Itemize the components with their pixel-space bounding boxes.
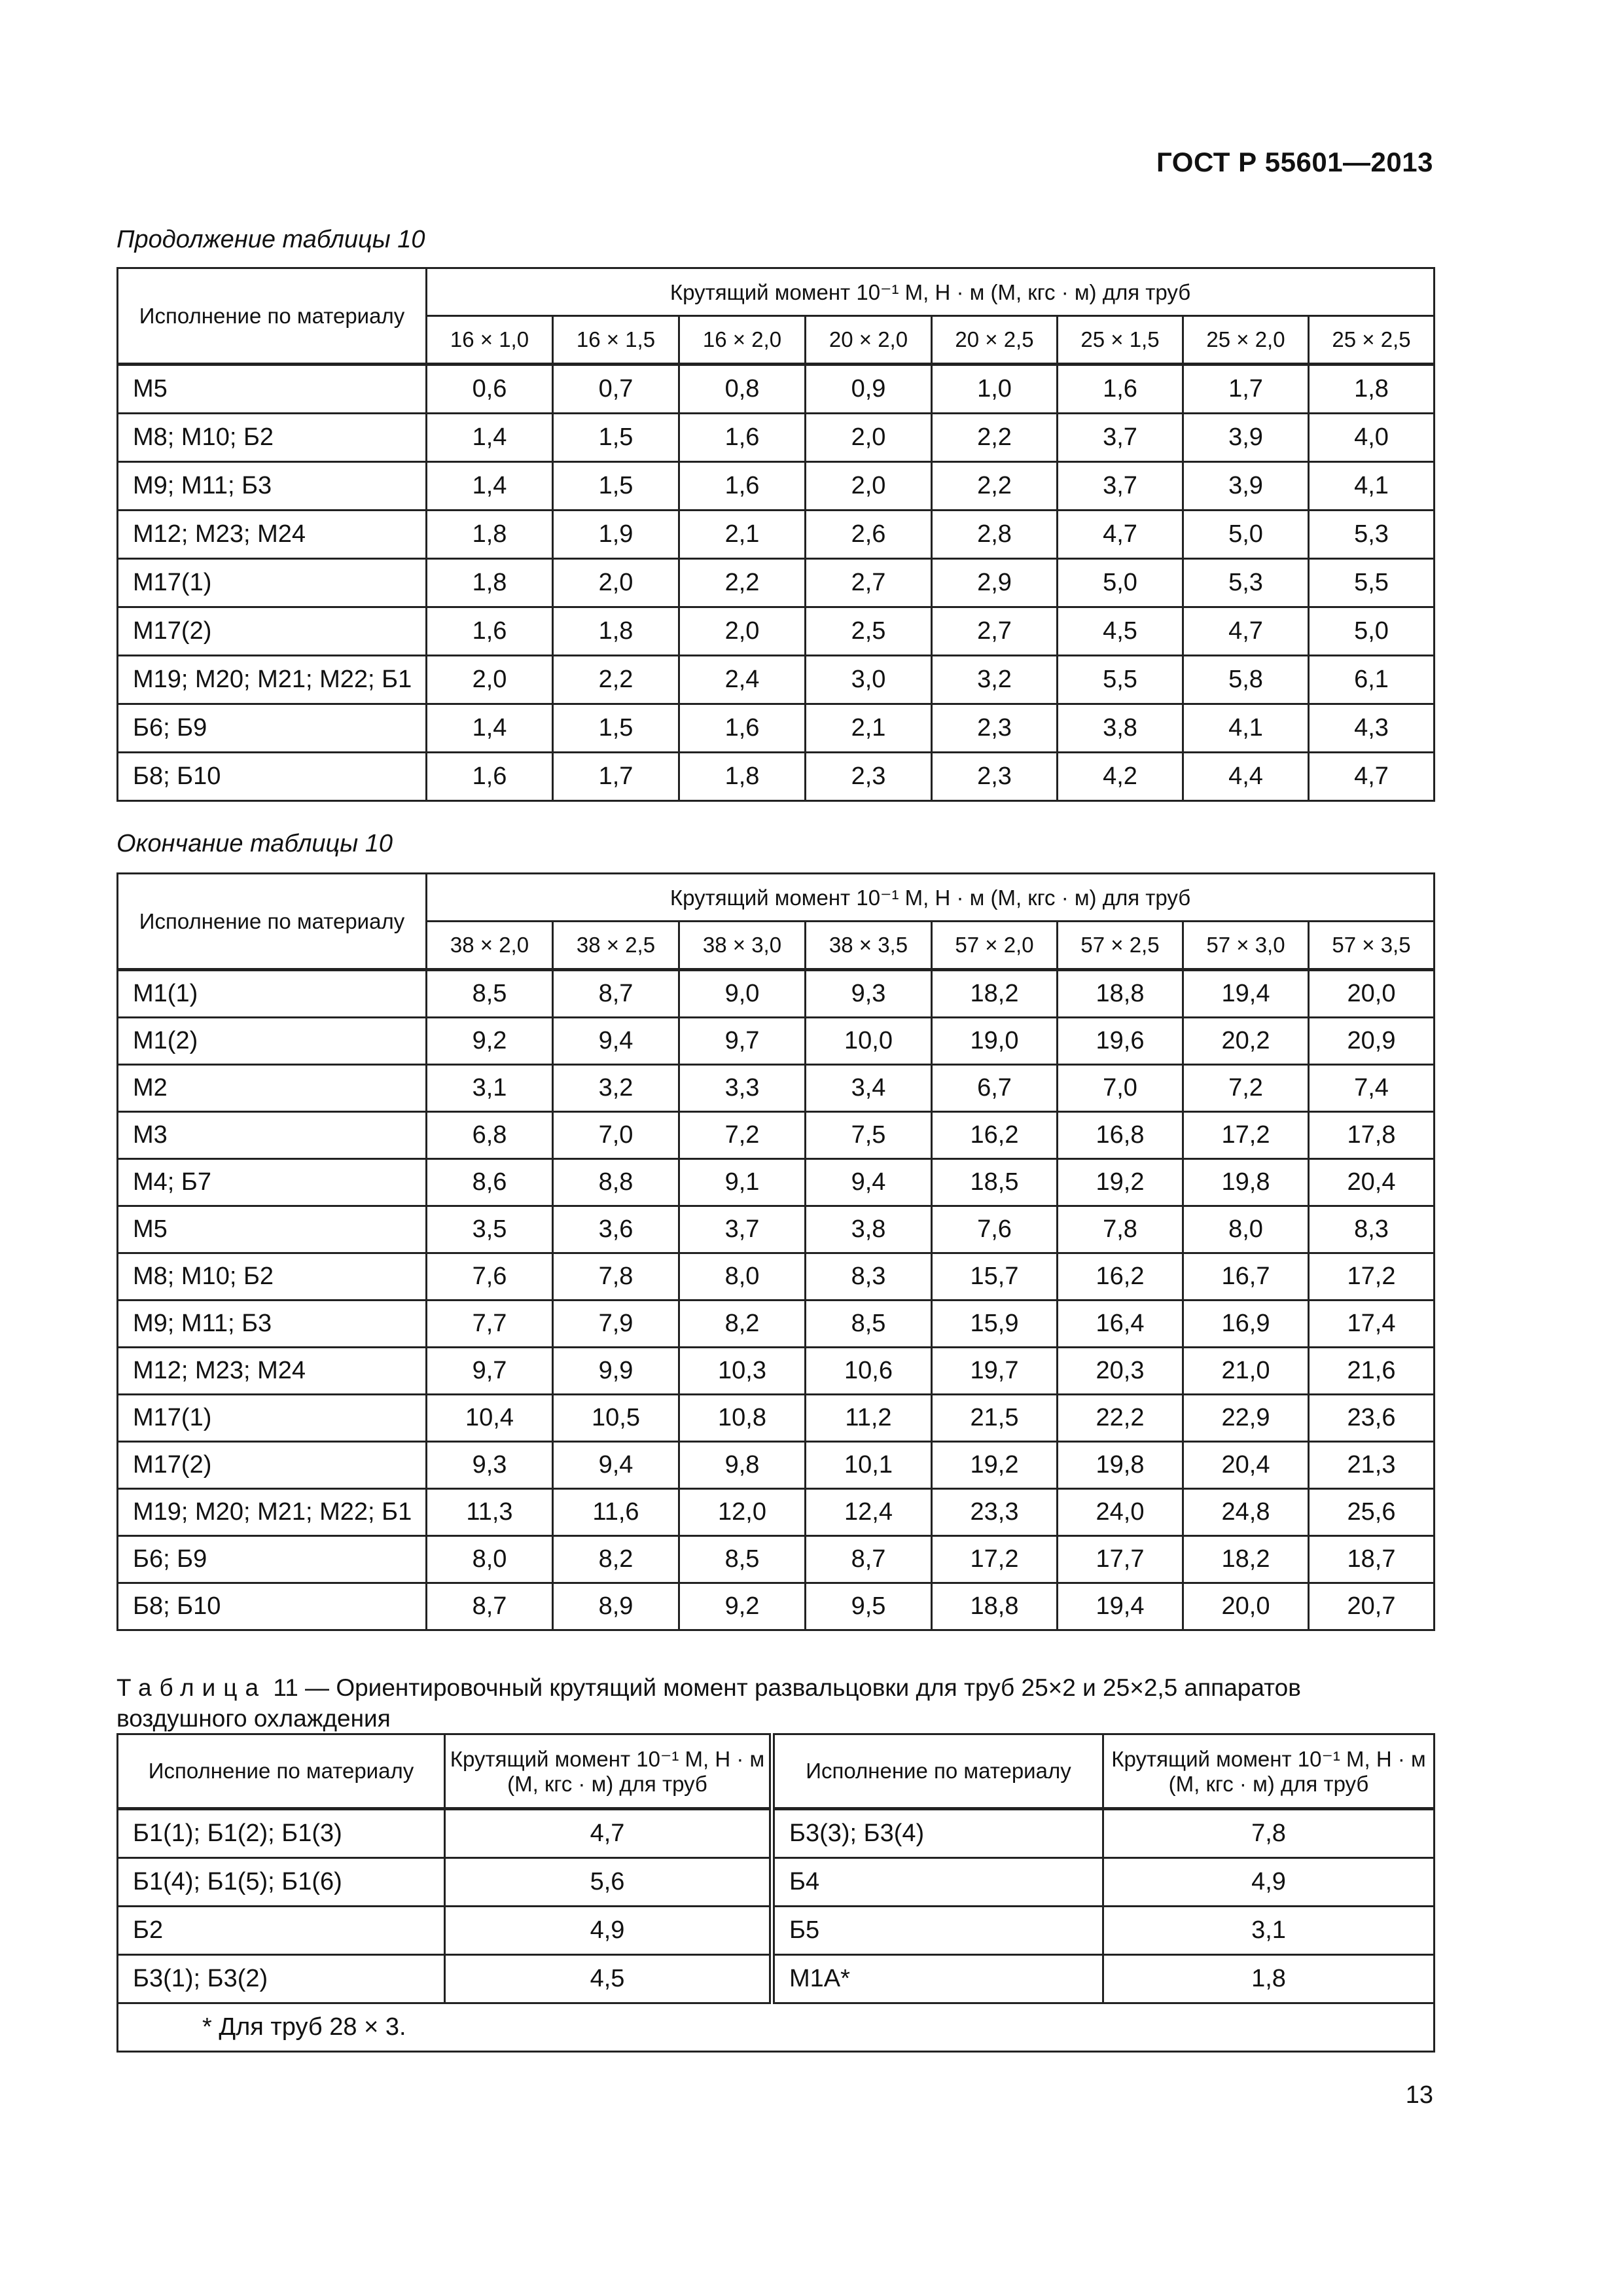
torque-value-cell: 1,8: [427, 511, 553, 559]
material-cell: М1(2): [118, 1018, 427, 1065]
torque-value-cell: 2,0: [679, 607, 806, 656]
torque-value-cell: 9,4: [553, 1018, 679, 1065]
torque-value-cell: 2,2: [932, 462, 1058, 511]
torque-value-cell: 2,4: [679, 656, 806, 704]
torque-value-cell: 1,6: [679, 414, 806, 462]
torque-value-cell: 9,2: [679, 1583, 806, 1630]
table-row: [118, 970, 1435, 1018]
torque-value-right: 3,1: [1103, 1907, 1435, 1955]
table-row: [118, 1907, 1435, 1955]
torque-value-cell: 4,7: [1183, 607, 1309, 656]
torque-value-cell: 18,5: [932, 1159, 1058, 1206]
torque-header: Крутящий момент 10⁻¹ М, Н · м (М, кгс · м) для труб: [427, 874, 1435, 922]
torque-value-cell: 0,7: [553, 365, 679, 414]
torque-value-cell: 17,7: [1058, 1536, 1183, 1583]
torque-value-cell: 8,0: [679, 1253, 806, 1300]
table-row: [118, 1955, 1435, 2003]
torque-value-cell: 16,9: [1183, 1300, 1309, 1348]
material-cell: М19; М20; М21; М22; Б1: [118, 656, 427, 704]
torque-value-cell: 19,2: [932, 1442, 1058, 1489]
torque-value-cell: 5,0: [1183, 511, 1309, 559]
material-cell-left: Б2: [118, 1907, 445, 1955]
material-cell: М5: [118, 365, 427, 414]
torque-value-cell: 2,2: [932, 414, 1058, 462]
torque-value-cell: 3,8: [1058, 704, 1183, 753]
torque-table-11: [116, 1733, 1435, 2053]
torque-value-cell: 8,0: [1183, 1206, 1309, 1253]
torque-value-cell: 2,1: [806, 704, 932, 753]
torque-value-cell: 1,4: [427, 704, 553, 753]
table-11-caption-label: Таблица: [116, 1674, 267, 1701]
torque-value-cell: 20,3: [1058, 1348, 1183, 1395]
table-11-caption: [116, 1672, 1433, 1734]
material-cell-right: М1А*: [772, 1955, 1103, 2003]
material-cell: Б6; Б9: [118, 1536, 427, 1583]
torque-value-cell: 7,6: [427, 1253, 553, 1300]
torque-value-cell: 9,5: [806, 1583, 932, 1630]
table-row: [118, 511, 1435, 559]
pipe-size-header: 16 × 1,0: [427, 316, 553, 365]
table-row: [118, 1112, 1435, 1159]
torque-value-cell: 2,5: [806, 607, 932, 656]
torque-value-cell: 9,9: [553, 1348, 679, 1395]
torque-value-cell: 24,0: [1058, 1489, 1183, 1536]
pipe-size-header: 25 × 2,5: [1309, 316, 1435, 365]
table-caption-end: Окончание таблицы 10: [116, 830, 393, 857]
torque-value-cell: 8,3: [1309, 1206, 1435, 1253]
table-row: [118, 365, 1435, 414]
table-row: [118, 1018, 1435, 1065]
torque-value-cell: 1,9: [553, 511, 679, 559]
torque-value-cell: 2,2: [553, 656, 679, 704]
torque-value-cell: 1,4: [427, 414, 553, 462]
table-row: [118, 1253, 1435, 1300]
material-cell: М1(1): [118, 970, 427, 1018]
torque-value-cell: 8,9: [553, 1583, 679, 1630]
torque-value-cell: 12,0: [679, 1489, 806, 1536]
material-cell: М5: [118, 1206, 427, 1253]
torque-value-cell: 1,6: [679, 704, 806, 753]
torque-value-cell: 20,2: [1183, 1018, 1309, 1065]
torque-value-cell: 9,7: [427, 1348, 553, 1395]
torque-value-cell: 17,8: [1309, 1112, 1435, 1159]
torque-value-cell: 0,9: [806, 365, 932, 414]
torque-value-cell: 3,2: [932, 656, 1058, 704]
torque-value-cell: 9,4: [553, 1442, 679, 1489]
table-row: [118, 1065, 1435, 1112]
torque-value-cell: 10,8: [679, 1395, 806, 1442]
torque-value-cell: 5,0: [1058, 559, 1183, 607]
torque-value-cell: 18,2: [1183, 1536, 1309, 1583]
torque-value-cell: 21,0: [1183, 1348, 1309, 1395]
torque-value-cell: 7,0: [553, 1112, 679, 1159]
torque-value-cell: 18,8: [932, 1583, 1058, 1630]
material-cell: Б6; Б9: [118, 704, 427, 753]
material-header: Исполнение по материалу: [118, 874, 427, 970]
material-cell-right: Б5: [772, 1907, 1103, 1955]
torque-value-cell: 8,5: [806, 1300, 932, 1348]
torque-value-cell: 7,5: [806, 1112, 932, 1159]
torque-value-cell: 20,0: [1309, 970, 1435, 1018]
t11-material-header-right: Исполнение по материалу: [772, 1734, 1103, 1809]
torque-value-cell: 8,6: [427, 1159, 553, 1206]
torque-value-cell: 3,8: [806, 1206, 932, 1253]
material-cell: М17(2): [118, 607, 427, 656]
table-row: [118, 656, 1435, 704]
table-row: [118, 1395, 1435, 1442]
torque-value-cell: 3,4: [806, 1065, 932, 1112]
torque-value-cell: 1,5: [553, 704, 679, 753]
torque-value-cell: 5,8: [1183, 656, 1309, 704]
torque-value-cell: 20,9: [1309, 1018, 1435, 1065]
pipe-size-header: 20 × 2,0: [806, 316, 932, 365]
torque-header: Крутящий момент 10⁻¹ М, Н · м (М, кгс · м) для труб: [427, 268, 1435, 316]
torque-value-cell: 8,8: [553, 1159, 679, 1206]
table-row: [118, 607, 1435, 656]
table-row: [118, 1442, 1435, 1489]
material-header: Исполнение по материалу: [118, 268, 427, 365]
torque-value-cell: 1,6: [427, 753, 553, 801]
material-cell: М12; М23; М24: [118, 1348, 427, 1395]
torque-value-left: 4,7: [445, 1809, 772, 1858]
material-cell: М19; М20; М21; М22; Б1: [118, 1489, 427, 1536]
torque-value-cell: 2,0: [806, 462, 932, 511]
t11-footnote: * Для труб 28 × 3.: [118, 2003, 1435, 2052]
torque-value-cell: 10,6: [806, 1348, 932, 1395]
torque-value-cell: 9,1: [679, 1159, 806, 1206]
torque-value-cell: 18,7: [1309, 1536, 1435, 1583]
torque-value-cell: 4,4: [1183, 753, 1309, 801]
torque-value-cell: 23,6: [1309, 1395, 1435, 1442]
torque-value-cell: 23,3: [932, 1489, 1058, 1536]
torque-value-cell: 15,7: [932, 1253, 1058, 1300]
torque-value-cell: 25,6: [1309, 1489, 1435, 1536]
torque-value-cell: 2,3: [932, 753, 1058, 801]
torque-value-cell: 1,6: [427, 607, 553, 656]
material-cell: Б8; Б10: [118, 753, 427, 801]
torque-value-cell: 3,0: [806, 656, 932, 704]
torque-value-cell: 16,2: [1058, 1253, 1183, 1300]
torque-value-cell: 22,2: [1058, 1395, 1183, 1442]
torque-value-cell: 21,6: [1309, 1348, 1435, 1395]
torque-value-cell: 8,0: [427, 1536, 553, 1583]
torque-value-cell: 18,8: [1058, 970, 1183, 1018]
torque-value-cell: 19,7: [932, 1348, 1058, 1395]
torque-value-cell: 8,7: [427, 1583, 553, 1630]
torque-value-cell: 1,4: [427, 462, 553, 511]
torque-value-cell: 4,7: [1058, 511, 1183, 559]
torque-value-cell: 3,5: [427, 1206, 553, 1253]
torque-value-right: 1,8: [1103, 1955, 1435, 2003]
torque-value-cell: 5,3: [1309, 511, 1435, 559]
torque-value-cell: 8,7: [806, 1536, 932, 1583]
material-cell-right: Б3(3); Б3(4): [772, 1809, 1103, 1858]
t11-torque-header-right: Крутящий момент 10⁻¹ М, Н · м (М, кгс · м) для труб: [1103, 1734, 1435, 1809]
torque-value-cell: 1,7: [553, 753, 679, 801]
torque-value-cell: 1,8: [553, 607, 679, 656]
torque-value-cell: 3,9: [1183, 414, 1309, 462]
table-row: [118, 1809, 1435, 1858]
torque-value-cell: 4,0: [1309, 414, 1435, 462]
pipe-size-header: 57 × 2,5: [1058, 922, 1183, 970]
torque-value-cell: 2,1: [679, 511, 806, 559]
table-row: [118, 414, 1435, 462]
torque-value-cell: 16,7: [1183, 1253, 1309, 1300]
table-row: [118, 1159, 1435, 1206]
torque-value-cell: 6,1: [1309, 656, 1435, 704]
page-number: 13: [1405, 2081, 1433, 2109]
torque-value-cell: 3,1: [427, 1065, 553, 1112]
torque-value-cell: 16,8: [1058, 1112, 1183, 1159]
torque-value-cell: 20,4: [1309, 1159, 1435, 1206]
torque-value-left: 5,6: [445, 1858, 772, 1907]
torque-value-cell: 10,3: [679, 1348, 806, 1395]
torque-value-cell: 7,6: [932, 1206, 1058, 1253]
torque-value-cell: 3,7: [679, 1206, 806, 1253]
torque-value-cell: 9,4: [806, 1159, 932, 1206]
torque-value-cell: 3,3: [679, 1065, 806, 1112]
torque-value-cell: 10,4: [427, 1395, 553, 1442]
torque-value-cell: 8,2: [679, 1300, 806, 1348]
torque-value-cell: 2,6: [806, 511, 932, 559]
material-cell: М8; М10; Б2: [118, 1253, 427, 1300]
torque-value-cell: 12,4: [806, 1489, 932, 1536]
material-cell: М9; М11; Б3: [118, 1300, 427, 1348]
t11-torque-header-left: Крутящий момент 10⁻¹ М, Н · м (М, кгс · м) для труб: [445, 1734, 772, 1809]
material-cell: М17(1): [118, 559, 427, 607]
torque-value-cell: 9,7: [679, 1018, 806, 1065]
torque-value-cell: 8,7: [553, 970, 679, 1018]
material-cell-left: Б3(1); Б3(2): [118, 1955, 445, 2003]
torque-value-cell: 19,4: [1058, 1583, 1183, 1630]
torque-value-cell: 19,4: [1183, 970, 1309, 1018]
material-cell: Б8; Б10: [118, 1583, 427, 1630]
torque-value-cell: 8,5: [427, 970, 553, 1018]
torque-value-cell: 10,5: [553, 1395, 679, 1442]
torque-value-cell: 17,2: [932, 1536, 1058, 1583]
material-cell: М9; М11; Б3: [118, 462, 427, 511]
pipe-size-header: 38 × 3,5: [806, 922, 932, 970]
torque-value-cell: 22,9: [1183, 1395, 1309, 1442]
torque-value-cell: 1,8: [679, 753, 806, 801]
torque-value-cell: 2,3: [932, 704, 1058, 753]
torque-value-cell: 2,3: [806, 753, 932, 801]
torque-value-cell: 20,4: [1183, 1442, 1309, 1489]
material-cell: М2: [118, 1065, 427, 1112]
torque-value-cell: 9,0: [679, 970, 806, 1018]
pipe-size-header: 16 × 1,5: [553, 316, 679, 365]
torque-value-cell: 2,0: [553, 559, 679, 607]
torque-value-cell: 7,2: [679, 1112, 806, 1159]
torque-value-cell: 4,3: [1309, 704, 1435, 753]
material-cell: М4; Б7: [118, 1159, 427, 1206]
torque-value-cell: 7,8: [1058, 1206, 1183, 1253]
torque-value-cell: 5,0: [1309, 607, 1435, 656]
torque-value-cell: 1,8: [427, 559, 553, 607]
torque-value-cell: 19,8: [1183, 1159, 1309, 1206]
table-row: [118, 753, 1435, 801]
table-row: [118, 1583, 1435, 1630]
torque-value-cell: 17,4: [1309, 1300, 1435, 1348]
table-row: [118, 559, 1435, 607]
torque-value-cell: 9,3: [806, 970, 932, 1018]
torque-value-cell: 5,5: [1309, 559, 1435, 607]
material-cell: М17(2): [118, 1442, 427, 1489]
torque-value-cell: 1,5: [553, 414, 679, 462]
torque-value-cell: 8,5: [679, 1536, 806, 1583]
torque-value-cell: 19,6: [1058, 1018, 1183, 1065]
torque-value-cell: 8,3: [806, 1253, 932, 1300]
torque-value-cell: 11,6: [553, 1489, 679, 1536]
pipe-size-header: 25 × 2,0: [1183, 316, 1309, 365]
pipe-size-header: 57 × 3,5: [1309, 922, 1435, 970]
pipe-size-header: 57 × 2,0: [932, 922, 1058, 970]
torque-value-cell: 7,4: [1309, 1065, 1435, 1112]
torque-value-cell: 5,5: [1058, 656, 1183, 704]
torque-value-cell: 20,0: [1183, 1583, 1309, 1630]
torque-value-cell: 2,8: [932, 511, 1058, 559]
torque-value-cell: 3,7: [1058, 462, 1183, 511]
torque-value-cell: 20,7: [1309, 1583, 1435, 1630]
torque-value-cell: 3,9: [1183, 462, 1309, 511]
torque-value-cell: 21,3: [1309, 1442, 1435, 1489]
torque-value-cell: 2,9: [932, 559, 1058, 607]
t11-material-header-left: Исполнение по материалу: [118, 1734, 445, 1809]
torque-value-cell: 4,2: [1058, 753, 1183, 801]
torque-table-end: [116, 872, 1435, 1631]
torque-value-cell: 1,6: [679, 462, 806, 511]
table-row: [118, 704, 1435, 753]
torque-value-cell: 19,0: [932, 1018, 1058, 1065]
torque-value-cell: 7,9: [553, 1300, 679, 1348]
table-row: [118, 1489, 1435, 1536]
torque-value-cell: 17,2: [1309, 1253, 1435, 1300]
torque-value-cell: 18,2: [932, 970, 1058, 1018]
torque-value-cell: 16,2: [932, 1112, 1058, 1159]
torque-value-cell: 8,2: [553, 1536, 679, 1583]
torque-value-right: 7,8: [1103, 1809, 1435, 1858]
pipe-size-header: 57 × 3,0: [1183, 922, 1309, 970]
torque-value-cell: 4,5: [1058, 607, 1183, 656]
torque-table-continuation: [116, 267, 1435, 802]
torque-value-cell: 10,0: [806, 1018, 932, 1065]
torque-value-cell: 21,5: [932, 1395, 1058, 1442]
torque-value-cell: 4,1: [1309, 462, 1435, 511]
torque-value-cell: 3,7: [1058, 414, 1183, 462]
torque-value-cell: 11,2: [806, 1395, 932, 1442]
torque-value-cell: 1,6: [1058, 365, 1183, 414]
torque-value-cell: 1,5: [553, 462, 679, 511]
torque-value-cell: 19,8: [1058, 1442, 1183, 1489]
table-row: [118, 1858, 1435, 1907]
torque-value-cell: 7,7: [427, 1300, 553, 1348]
torque-value-cell: 16,4: [1058, 1300, 1183, 1348]
torque-value-cell: 4,7: [1309, 753, 1435, 801]
torque-value-cell: 10,1: [806, 1442, 932, 1489]
torque-value-left: 4,9: [445, 1907, 772, 1955]
torque-value-left: 4,5: [445, 1955, 772, 2003]
torque-value-cell: 7,8: [553, 1253, 679, 1300]
torque-value-cell: 3,6: [553, 1206, 679, 1253]
table-row: [118, 1348, 1435, 1395]
material-cell-left: Б1(1); Б1(2); Б1(3): [118, 1809, 445, 1858]
torque-value-cell: 9,2: [427, 1018, 553, 1065]
material-cell: М17(1): [118, 1395, 427, 1442]
table-row: [118, 1536, 1435, 1583]
torque-value-cell: 15,9: [932, 1300, 1058, 1348]
torque-value-cell: 2,0: [427, 656, 553, 704]
pipe-size-header: 20 × 2,5: [932, 316, 1058, 365]
material-cell: М12; М23; М24: [118, 511, 427, 559]
torque-value-cell: 7,0: [1058, 1065, 1183, 1112]
torque-value-cell: 2,7: [806, 559, 932, 607]
torque-value-cell: 0,6: [427, 365, 553, 414]
table-row: [118, 462, 1435, 511]
pipe-size-header: 38 × 3,0: [679, 922, 806, 970]
torque-value-cell: 1,7: [1183, 365, 1309, 414]
table-11-caption-text: 11 — Ориентировочный крутящий момент развальцовки для труб 25×2 и 25×2,5 аппаратов воздушного охлаждения: [116, 1674, 1301, 1732]
torque-value-cell: 0,8: [679, 365, 806, 414]
torque-value-cell: 6,7: [932, 1065, 1058, 1112]
torque-value-cell: 7,2: [1183, 1065, 1309, 1112]
table-row: [118, 1206, 1435, 1253]
material-cell-right: Б4: [772, 1858, 1103, 1907]
torque-value-cell: 6,8: [427, 1112, 553, 1159]
pipe-size-header: 25 × 1,5: [1058, 316, 1183, 365]
torque-value-cell: 2,2: [679, 559, 806, 607]
torque-value-cell: 4,1: [1183, 704, 1309, 753]
torque-value-cell: 9,8: [679, 1442, 806, 1489]
pipe-size-header: 16 × 2,0: [679, 316, 806, 365]
torque-value-cell: 5,3: [1183, 559, 1309, 607]
table-row: [118, 1300, 1435, 1348]
torque-value-cell: 1,8: [1309, 365, 1435, 414]
document-code: ГОСТ Р 55601—2013: [1156, 147, 1433, 177]
pipe-size-header: 38 × 2,0: [427, 922, 553, 970]
torque-value-cell: 1,0: [932, 365, 1058, 414]
torque-value-cell: 24,8: [1183, 1489, 1309, 1536]
material-cell-left: Б1(4); Б1(5); Б1(6): [118, 1858, 445, 1907]
torque-value-cell: 2,0: [806, 414, 932, 462]
torque-value-right: 4,9: [1103, 1858, 1435, 1907]
pipe-size-header: 38 × 2,5: [553, 922, 679, 970]
torque-value-cell: 9,3: [427, 1442, 553, 1489]
material-cell: М3: [118, 1112, 427, 1159]
torque-value-cell: 2,7: [932, 607, 1058, 656]
table-caption-continuation: Продолжение таблицы 10: [116, 226, 425, 253]
torque-value-cell: 3,2: [553, 1065, 679, 1112]
material-cell: М8; М10; Б2: [118, 414, 427, 462]
torque-value-cell: 11,3: [427, 1489, 553, 1536]
torque-value-cell: 17,2: [1183, 1112, 1309, 1159]
torque-value-cell: 19,2: [1058, 1159, 1183, 1206]
